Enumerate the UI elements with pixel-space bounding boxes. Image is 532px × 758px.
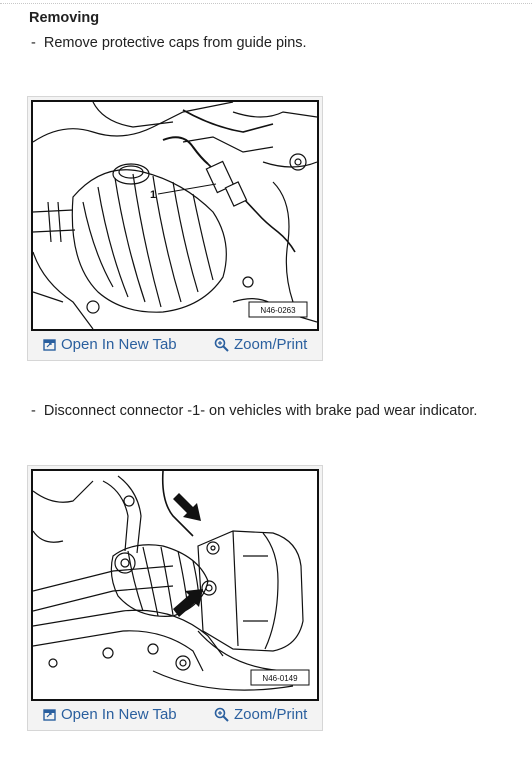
figure-2-links [28, 703, 322, 729]
figure-2-illustration[interactable] [31, 469, 319, 701]
step-2 [31, 403, 477, 419]
open-in-new-tab-icon [43, 338, 56, 351]
figure-2-drawing [33, 471, 317, 699]
section-heading: Removing [29, 10, 100, 26]
figure-2-zoom-label: Zoom/Print [234, 706, 308, 723]
figure-2-code: N46-0149 [262, 674, 298, 683]
figure-2-zoom-print-link[interactable] [214, 706, 307, 723]
figure-1-zoom-label: Zoom/Print [234, 336, 308, 353]
step-1 [31, 35, 307, 51]
open-in-new-tab-icon [43, 708, 56, 721]
figure-1-zoom-print-link[interactable] [214, 336, 307, 353]
figure-1-links [28, 333, 322, 359]
top-divider [0, 3, 532, 4]
step-2-text: Disconnect connector -1- on vehicles with brake pad wear indicator. [43, 403, 478, 419]
figure-1-code: N46-0263 [260, 306, 296, 315]
figure-1 [27, 96, 323, 361]
figure-1-open-label: Open In New Tab [61, 336, 177, 353]
figure-1-open-in-new-tab-link[interactable] [43, 336, 177, 353]
zoom-magnifier-icon [214, 707, 229, 722]
step-1-text: Remove protective caps from guide pins. [43, 35, 307, 51]
step-1-dash: - [31, 35, 36, 51]
figure-1-illustration[interactable] [31, 100, 319, 331]
figure-1-callout: 1 [150, 189, 157, 201]
step-2-dash: - [31, 403, 36, 419]
figure-2 [27, 465, 323, 731]
figure-1-drawing [33, 102, 317, 329]
figure-2-open-in-new-tab-link[interactable] [43, 706, 177, 723]
zoom-magnifier-icon [214, 337, 229, 352]
figure-2-open-label: Open In New Tab [61, 706, 177, 723]
